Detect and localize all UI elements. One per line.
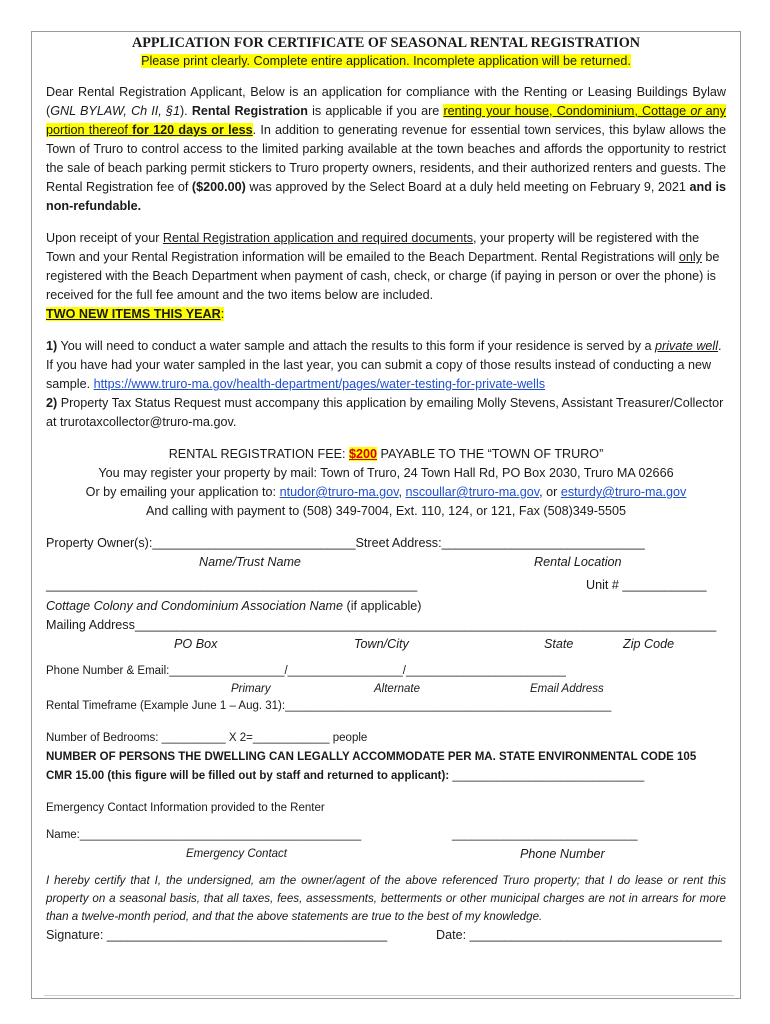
timeframe-row[interactable] bbox=[46, 697, 726, 716]
fee-amount: $200 bbox=[349, 447, 378, 461]
date-field[interactable]: Date: ____________________________________ bbox=[436, 928, 722, 942]
intro-text: was approved by the Select Board at a duly held meeting on February 9, 2021 bbox=[245, 180, 690, 194]
receipt-text: , your property will be registered with the Town and your Rental Registration information will be emailed to the Beach Department. Rental Registrations will bbox=[46, 231, 700, 264]
zip-code-caption: Zip Code bbox=[623, 637, 675, 651]
phone-payment-line: And calling with payment to (508) 349-7004, Ext. 110, 124, or 121, Fax (508)349-5505 bbox=[145, 504, 627, 518]
phone-number-caption: Phone Number bbox=[520, 847, 605, 861]
emergency-phone-field[interactable]: _____________________________ bbox=[452, 829, 638, 841]
mailing-address-field[interactable]: Mailing Address___________________________________________________________________________________ bbox=[46, 618, 717, 632]
fee-payable: PAYABLE TO THE “TOWN OF TRURO” bbox=[377, 447, 604, 461]
receipt-paragraph bbox=[46, 229, 726, 324]
private-well-text: private well bbox=[655, 339, 719, 353]
email-label: Or by emailing your application to: bbox=[85, 485, 280, 499]
non-refundable-bold: and is non-refundable. bbox=[46, 180, 726, 213]
emergency-caption-row bbox=[46, 845, 726, 864]
occupancy-row-2 bbox=[46, 767, 726, 786]
primary-caption: Primary bbox=[231, 683, 271, 695]
unit-row[interactable] bbox=[46, 576, 726, 595]
email-separator: , or bbox=[539, 485, 561, 499]
form-title: APPLICATION FOR CERTIFICATE OF SEASONAL RENTAL REGISTRATION bbox=[132, 35, 640, 51]
item-one-number: 1) bbox=[46, 339, 58, 353]
intro-text: ). bbox=[179, 104, 192, 118]
town-city-caption: Town/City bbox=[354, 637, 409, 651]
occupancy-statement: NUMBER OF PERSONS THE DWELLING CAN LEGALLY ACCOMMODATE PER MA. STATE ENVIRONMENTAL CODE 105 bbox=[46, 751, 697, 763]
alternate-caption: Alternate bbox=[374, 683, 421, 695]
colony-label: Cottage Colony and Condominium Association Name bbox=[46, 599, 344, 613]
rental-location-caption: Rental Location bbox=[534, 555, 622, 569]
po-box-caption: PO Box bbox=[174, 637, 218, 651]
emergency-heading: Emergency Contact Information provided to the Renter bbox=[46, 802, 325, 814]
phone-email-field[interactable]: Phone Number & Email:__________________/__________________/_________________________ bbox=[46, 665, 566, 677]
intro-text: Dear Rental Registration Applicant, Below is an application for compliance with the Renting or Leasing Buildings Bylaw ( bbox=[46, 85, 726, 118]
unit-field[interactable]: Unit # ____________ bbox=[586, 578, 707, 592]
email-separator: , bbox=[398, 485, 406, 499]
item-one bbox=[46, 337, 726, 394]
applicability-or: or bbox=[690, 104, 702, 118]
emergency-name-field[interactable]: Name:____________________________________________ bbox=[46, 829, 362, 841]
owner-row[interactable] bbox=[46, 534, 726, 553]
owner-caption-row bbox=[46, 553, 726, 572]
occupancy-row-1 bbox=[46, 748, 726, 767]
intro-text: is applicable if you are bbox=[307, 104, 444, 118]
item-two bbox=[46, 394, 726, 432]
mail-address-line: You may register your property by mail: Town of Truro, 24 Town Hall Rd, PO Box 2030, Truro MA 02666 bbox=[98, 466, 674, 480]
email-link-ntudor[interactable]: ntudor@truro-ma.gov bbox=[279, 485, 399, 499]
fee-label: RENTAL REGISTRATION FEE: bbox=[168, 447, 349, 461]
email-link-esturdy[interactable]: esturdy@truro-ma.gov bbox=[560, 485, 687, 499]
item-one-text: You will need to conduct a water sample and attach the results to this form if your residence is served by a bbox=[57, 339, 656, 353]
occupancy-statement: CMR 15.00 (this figure will be filled out by staff and returned to applicant): bbox=[46, 770, 450, 782]
applicability-text: any portion thereof bbox=[46, 104, 726, 137]
item-one-text: . If you have had your water sampled in the last year, you can submit a copy of those results instead of conducting a new sample. bbox=[46, 339, 722, 391]
occupancy-field: ______________________________ bbox=[449, 770, 645, 782]
mailing-caption-row bbox=[46, 635, 726, 654]
applicability-text: renting your house, Condominium, Cottage bbox=[443, 104, 691, 118]
new-items-colon: : bbox=[220, 307, 225, 321]
colony-suffix: (if applicable) bbox=[343, 599, 422, 613]
phone-caption-row bbox=[46, 681, 726, 697]
item-two-text: Property Tax Status Request must accompany this application by emailing Molly Stevens, Assistant Treasurer/Collector at trurotaxcollector@truro-ma.gov. bbox=[46, 396, 724, 429]
water-testing-link[interactable]: https://www.truro-ma.gov/health-department/pages/water-testing-for-private-wells bbox=[93, 377, 546, 391]
only-underline: only bbox=[678, 250, 702, 264]
applicability-days: for 120 days or less bbox=[127, 123, 253, 137]
bedrooms-field[interactable]: Number of Bedrooms: __________ X 2=____________ people bbox=[46, 732, 368, 744]
emergency-heading-row bbox=[46, 799, 726, 818]
mailing-row[interactable] bbox=[46, 616, 726, 635]
name-line-field[interactable]: _____________________________________________________ bbox=[46, 578, 418, 592]
bylaw-citation: GNL BYLAW, Ch II, §1 bbox=[50, 104, 180, 118]
application-form bbox=[46, 34, 726, 945]
certification-statement: I hereby certify that I, the undersigned, am the owner/agent of the above referenced Truro property; that I do lease or rent this property on a seasonal basis, that all taxes, fees, assessments, betterments or other municipal charges are not in arrears for more than a twelve-month period, and that the above statements are true to the best of my knowledge. bbox=[46, 874, 726, 923]
fee-amount-bold: ($200.00) bbox=[191, 180, 246, 194]
new-items-heading: TWO NEW ITEMS THIS YEAR bbox=[46, 307, 221, 321]
intro-paragraph bbox=[46, 83, 726, 216]
email-line bbox=[46, 483, 726, 502]
owner-address-field[interactable]: Property Owner(s):_____________________________Street Address:_____________________________ bbox=[46, 536, 645, 550]
form-subtitle bbox=[46, 52, 726, 70]
rental-timeframe-field[interactable]: Rental Timeframe (Example June 1 – Aug. 31):___________________________________________________ bbox=[46, 700, 612, 712]
rental-registration-bold: Rental Registration bbox=[191, 104, 308, 118]
phone-row[interactable] bbox=[46, 662, 726, 681]
email-link-nscoullar[interactable]: nscoullar@truro-ma.gov bbox=[405, 485, 540, 499]
name-trust-caption: Name/Trust Name bbox=[199, 555, 301, 569]
emergency-contact-caption: Emergency Contact bbox=[186, 848, 287, 860]
receipt-text: be registered with the Beach Department when payment of cash, check, or charge (if paying in person or over the phone) is received for the full fee amount and the two items below are included. bbox=[46, 250, 720, 302]
footer-rule bbox=[44, 995, 734, 996]
email-address-caption: Email Address bbox=[530, 683, 604, 695]
state-caption: State bbox=[544, 637, 574, 651]
receipt-text: Upon receipt of your bbox=[46, 231, 163, 245]
emergency-name-row[interactable] bbox=[46, 826, 726, 845]
signature-row[interactable] bbox=[46, 926, 726, 945]
fee-line bbox=[46, 445, 726, 464]
colony-row bbox=[46, 597, 726, 616]
signature-field[interactable]: Signature: ________________________________________ bbox=[46, 928, 388, 942]
item-two-number: 2) bbox=[46, 396, 58, 410]
intro-text: . In addition to generating revenue for essential town services, this bylaw allows the Town of Truro to control access to the limited parking available at the town beaches and affords the opportunity to restrict the sale of beach parking permit stickers to Truro property owners, residents, and their authorized renters and guests. The Rental Registration fee of bbox=[46, 123, 727, 194]
bedrooms-row[interactable] bbox=[46, 729, 726, 748]
required-documents-underline: Rental Registration application and required documents bbox=[162, 231, 474, 245]
subtitle-highlight: Please print clearly. Complete entire application. Incomplete application will be returned. bbox=[141, 54, 631, 68]
